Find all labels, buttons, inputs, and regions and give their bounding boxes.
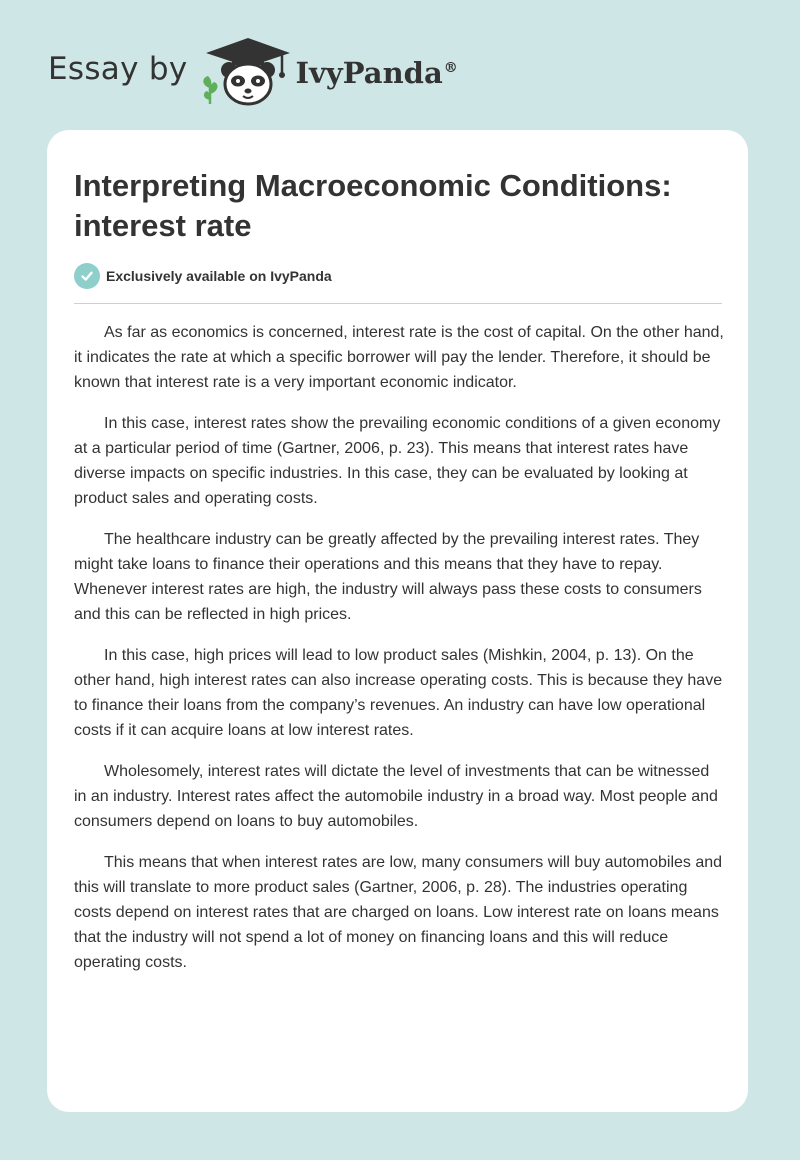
site-header xyxy=(48,36,458,106)
paragraph: Wholesomely, interest rates will dictate the level of investments that can be witnessed in an industry. Interest rates affect the automobile industry in a broad way. Most people and consumers depend on loans to buy automobiles. xyxy=(74,763,718,830)
registered-mark: ® xyxy=(443,60,458,77)
essay-body xyxy=(74,320,726,991)
brand-name xyxy=(296,56,458,90)
badge-text: Exclusively available on IvyPanda xyxy=(106,268,332,284)
paragraph: In this case, high prices will lead to low product sales (Mishkin, 2004, p. 13). On the other hand, high interest rates can also increase operating costs. This is because they have to finance their loans from the company’s revenues. An industry can have low operational costs if it can acquire loans at low interest rates. xyxy=(74,647,723,739)
exclusive-badge xyxy=(74,263,332,289)
paragraph: As far as economics is concerned, interest rate is the cost of capital. On the other hand, it indicates the rate at which a specific borrower will pay the lender. Therefore, it should be known that interest rate is a very important economic indicator. xyxy=(74,324,724,391)
paragraph: The healthcare industry can be greatly affected by the prevailing interest rates. They might take loans to finance their operations and this means that they have to repay. Whenever interest rates are high, the industry will always pass these costs to consumers and this can be reflected in high prices. xyxy=(74,531,702,623)
brand-name-text: IvyPanda xyxy=(295,56,443,90)
paragraph: This means that when interest rates are low, many consumers will buy automobiles and this will translate to more product sales (Gartner, 2006, p. 28). The industries operating costs depend on interest rates that are charged on loans. Low interest rate on loans means that the industry will not spend a lot of money on financing loans and this will reduce operating costs. xyxy=(74,854,723,971)
title-divider xyxy=(74,303,722,304)
check-icon xyxy=(74,263,100,289)
essay-title: Interpreting Macroeconomic Conditions: interest rate xyxy=(74,168,672,243)
panda-graduate-logo-icon[interactable] xyxy=(202,36,294,106)
brand-prefix: Essay by xyxy=(48,51,188,87)
checkmark-glyph xyxy=(80,269,94,283)
paragraph: In this case, interest rates show the prevailing economic conditions of a given economy at a particular period of time (Gartner, 2006, p. 23). This means that interest rates have diverse impacts on specific industries. In this case, they can be evaluated by looking at product sales and operating costs. xyxy=(74,415,721,507)
essay-card xyxy=(47,130,748,1112)
